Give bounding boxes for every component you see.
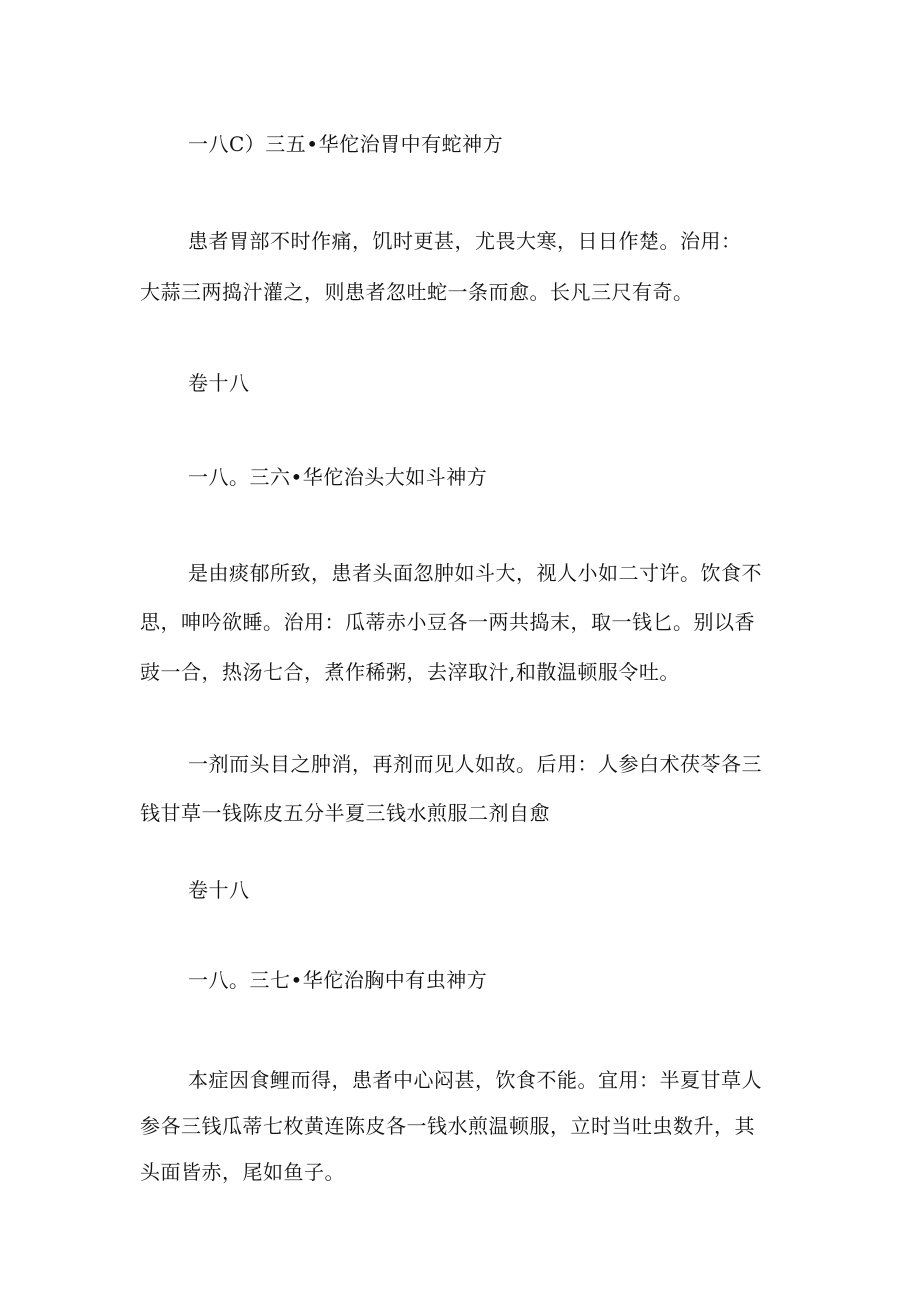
- section-title: 一八。三七•华佗治胸中有虫神方: [188, 968, 488, 992]
- paragraph-line: 参各三钱瓜蒂七枚黄连陈皮各一钱水煎温顿服，立时当吐虫数升，其: [140, 1114, 755, 1138]
- paragraph-line: 一剂而头目之肿消，再剂而见人如故。后用：人参白术茯苓各三: [188, 752, 762, 776]
- paragraph-line: 头面皆赤，尾如鱼子。: [140, 1160, 345, 1184]
- paragraph-line: 思，呻吟欲睡。治用：瓜蒂赤小豆各一两共捣末，取一钱匕。别以香: [140, 610, 755, 634]
- paragraph-line: 是由痰郁所致，患者头面忽肿如斗大，视人小如二寸许。饮食不: [188, 561, 762, 585]
- section-title: 一八C）三五•华佗治胃中有蛇神方: [188, 132, 504, 156]
- volume-heading: 卷十八: [188, 878, 250, 902]
- paragraph-line: 大蒜三两捣汁灌之，则患者忽吐蛇一条而愈。长凡三尺有奇。: [140, 280, 694, 304]
- section-title: 一八。三六•华佗治头大如斗神方: [188, 465, 488, 489]
- paragraph-line: 本症因食鲤而得，患者中心闷甚，饮食不能。宜用：半夏甘草人: [188, 1068, 762, 1092]
- paragraph-line: 钱甘草一钱陈皮五分半夏三钱水煎服二剂自愈: [140, 801, 550, 825]
- paragraph-line: 患者胃部不时作痛，饥时更甚，尤畏大寒，日日作楚。治用：: [188, 229, 742, 253]
- volume-heading: 卷十八: [188, 371, 250, 395]
- paragraph-line: 豉一合，热汤七合，煮作稀粥，去滓取汁,和散温顿服令吐。: [140, 660, 680, 684]
